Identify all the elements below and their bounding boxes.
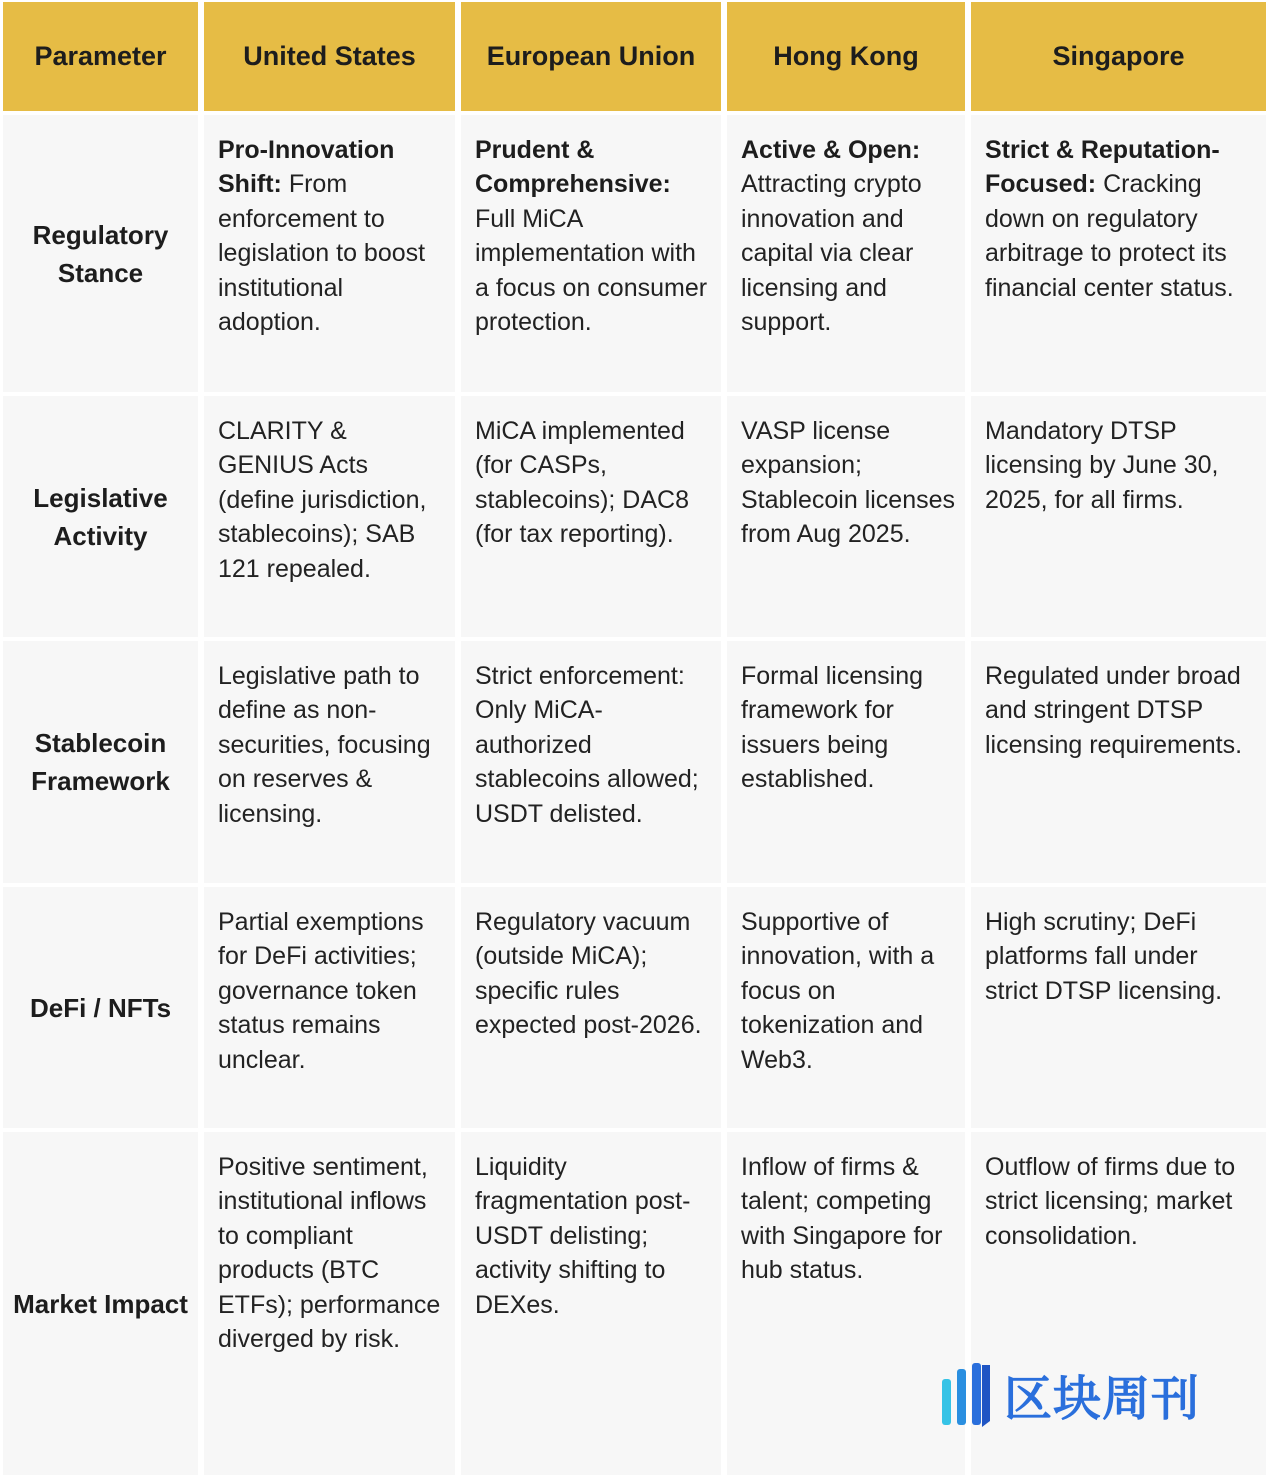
cell-text: Partial exemptions for DeFi activities; governance token status remains unclear. [218,908,424,1074]
cell-text: Regulated under broad and stringent DTSP licensing requirements. [985,662,1243,759]
cell-text: Supportive of innovation, with a focus on tokenization and Web3. [741,908,935,1074]
cell-bold-lead: Pro-Innovation Shift: [218,136,395,199]
cell-text: Strict enforcement: Only MiCA-authorized stablecoins allowed; USDT delisted. [475,662,699,828]
cell-text: Attracting crypto innovation and capital via clear licensing and support. [741,170,922,337]
cell-sg-legislative-activity [968,394,1269,639]
header-singapore: Singapore [968,0,1269,113]
cell-us-defi-nfts [201,885,458,1130]
cell-text: Regulatory vacuum (outside MiCA); specific rules expected post-2026. [475,908,702,1040]
cell-text: Mandatory DTSP licensing by June 30, 2025, for all firms. [985,417,1219,514]
cell-us-market-impact [201,1130,458,1477]
cell-sg-stablecoin-framework [968,639,1269,885]
header-parameter: Parameter [0,0,201,113]
row-label-stablecoin-framework: Stablecoin Framework [0,639,201,885]
cell-text: VASP license expansion; Stablecoin licenses from Aug 2025. [741,417,956,549]
cell-text: Cracking down on regulatory arbitrage to protect its financial center status. [985,170,1234,302]
watermark [938,1360,1200,1429]
cell-bold-lead: Strict & Reputation-Focused: [985,136,1220,199]
cell-text: Outflow of firms due to strict licensing; market consolidation. [985,1153,1236,1250]
row-label-legislative-activity: Legislative Activity [0,394,201,639]
cell-text: Legislative path to define as non-securities, focusing on reserves & licensing. [218,662,431,828]
row-label-regulatory-stance: Regulatory Stance [0,113,201,394]
cell-us-legislative-activity [201,394,458,639]
cell-text: Inflow of firms & talent; competing with Singapore for hub status. [741,1153,943,1285]
cell-eu-legislative-activity [458,394,724,639]
cell-text: MiCA implemented (for CASPs, stablecoins); DAC8 (for tax reporting). [475,417,689,549]
row-label-defi-nfts: DeFi / NFTs [0,885,201,1130]
cell-text: CLARITY & GENIUS Acts (define jurisdiction, stablecoins); SAB 121 repealed. [218,417,427,583]
cell-eu-market-impact [458,1130,724,1477]
header-european-union: European Union [458,0,724,113]
cell-text: From enforcement to legislation to boost institutional adoption. [218,170,426,337]
watermark-text: 区块周刊 [1004,1371,1201,1427]
header-hong-kong: Hong Kong [724,0,968,113]
cell-text: Liquidity fragmentation post-USDT delisting; activity shifting to DEXes. [475,1153,691,1319]
watermark-logo-icon [938,1361,994,1429]
cell-text: High scrutiny; DeFi platforms fall under strict DTSP licensing. [985,908,1223,1005]
cell-sg-defi-nfts [968,885,1269,1130]
cell-hk-legislative-activity [724,394,968,639]
cell-hk-defi-nfts [724,885,968,1130]
cell-hk-stablecoin-framework [724,639,968,885]
cell-text: Full MiCA implementation with a focus on consumer protection. [475,204,708,337]
row-label-market-impact: Market Impact [0,1130,201,1477]
cell-us-stablecoin-framework [201,639,458,885]
cell-bold-lead: Prudent & Comprehensive: [475,136,671,199]
cell-text: Positive sentiment, institutional inflows to compliant products (BTC ETFs); performance diverged by risk. [218,1153,441,1354]
cell-sg-regulatory-stance [968,113,1269,394]
cell-text: Formal licensing framework for issuers being established. [741,662,924,794]
cell-hk-market-impact [724,1130,968,1477]
cell-eu-defi-nfts [458,885,724,1130]
cell-eu-stablecoin-framework [458,639,724,885]
cell-bold-lead: Active & Open: [741,136,921,164]
cell-us-regulatory-stance [201,113,458,394]
cell-hk-regulatory-stance [724,113,968,394]
cell-eu-regulatory-stance [458,113,724,394]
header-united-states: United States [201,0,458,113]
